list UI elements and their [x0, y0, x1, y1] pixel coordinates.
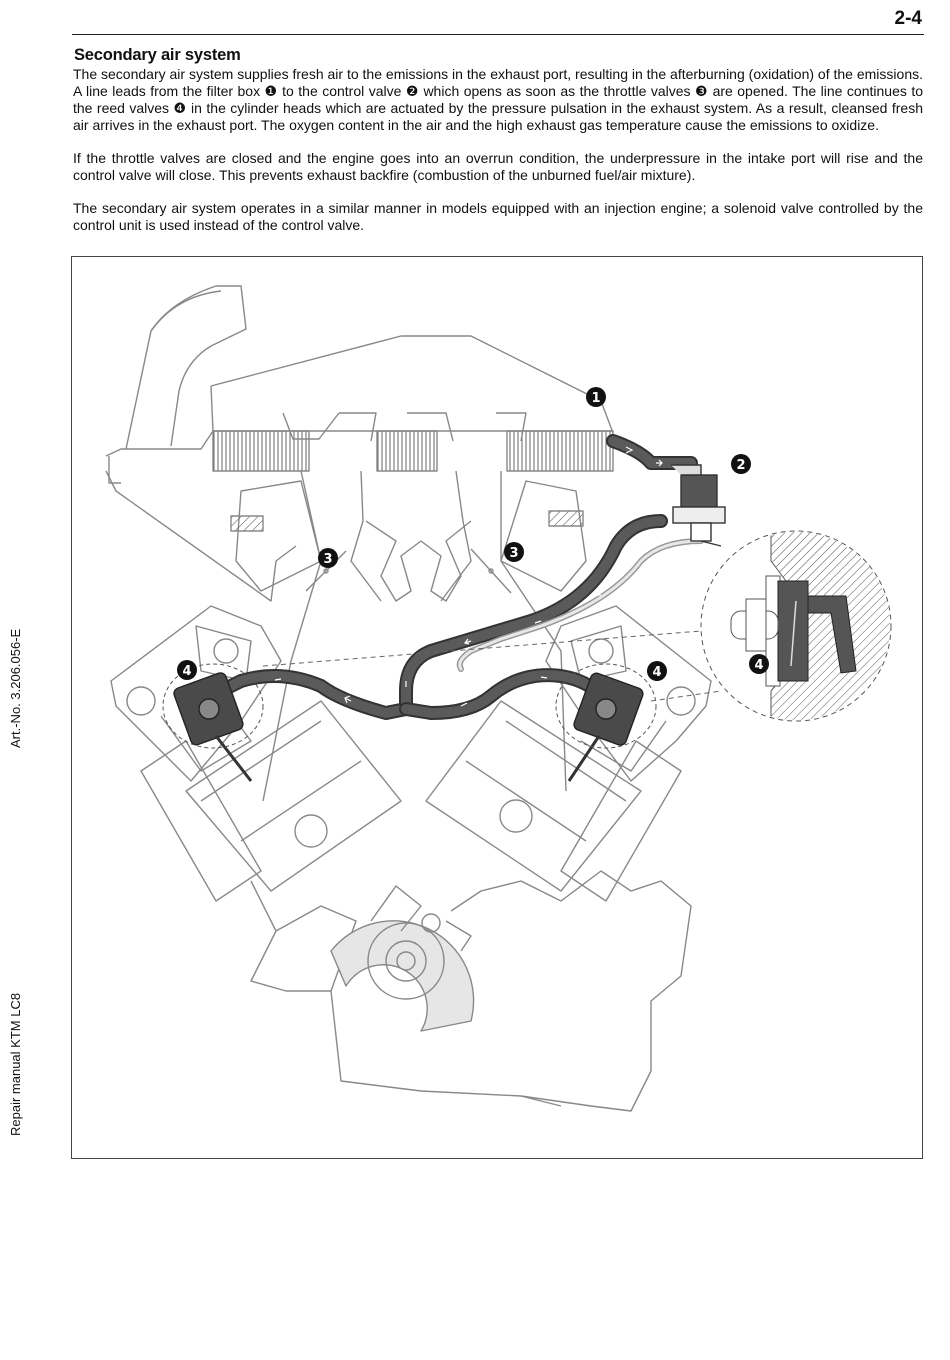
section-title: Secondary air system	[74, 46, 241, 64]
paragraph-3: The secondary air system operates in a similar manner in models equipped with an injection engine; a solenoid valve controlled by the control unit is used instead of the control valve.	[73, 200, 923, 233]
header-rule	[72, 34, 924, 35]
paragraph-2: If the throttle valves are closed and the engine goes into an overrun condition, the underpressure in the intake port will rise and the control valve will close. This prevents exhaust backfire (combustion of the unburned fuel/air mixture).	[73, 150, 923, 183]
callout-4-right	[647, 661, 667, 681]
svg-text:4: 4	[754, 658, 764, 673]
callout-3-left	[318, 548, 338, 568]
article-number-label: Art.-No. 3.206.056-E	[8, 628, 23, 748]
callout-2	[731, 454, 751, 474]
control-valve	[671, 465, 725, 546]
manual-label: Repair manual KTM LC8	[8, 992, 23, 1136]
svg-text:3: 3	[509, 546, 519, 561]
callout-1	[586, 387, 606, 407]
page-number: 2-4	[894, 8, 922, 29]
callout-4-left	[177, 660, 197, 680]
svg-text:4: 4	[652, 665, 662, 680]
svg-text:2: 2	[736, 458, 746, 473]
callout-4-detail	[749, 654, 769, 674]
svg-text:1: 1	[591, 391, 601, 406]
svg-text:4: 4	[182, 664, 192, 679]
paragraph-1: The secondary air system supplies fresh air to the emissions in the exhaust port, resulting in the afterburning (oxidation) of the emissions. A line leads from the filter box ❶ to the control valve ❷ which opens as soon as the throttle valves ❸ are opened. The line continues to the reed valves ❹ in the cylinder heads which are actuated by the pressure pulsation in the exhaust system. As a result, cleansed fresh air arrives in the exhaust port. The oxygen content in the air and the high exhaust gas temperature cause the emissions to oxidize.	[73, 66, 923, 133]
engine-diagram-figure	[71, 256, 923, 1159]
callout-3-right	[504, 542, 524, 562]
svg-text:3: 3	[323, 552, 333, 567]
secondary-air-hoses	[211, 441, 701, 713]
engine-diagram	[72, 257, 922, 1158]
